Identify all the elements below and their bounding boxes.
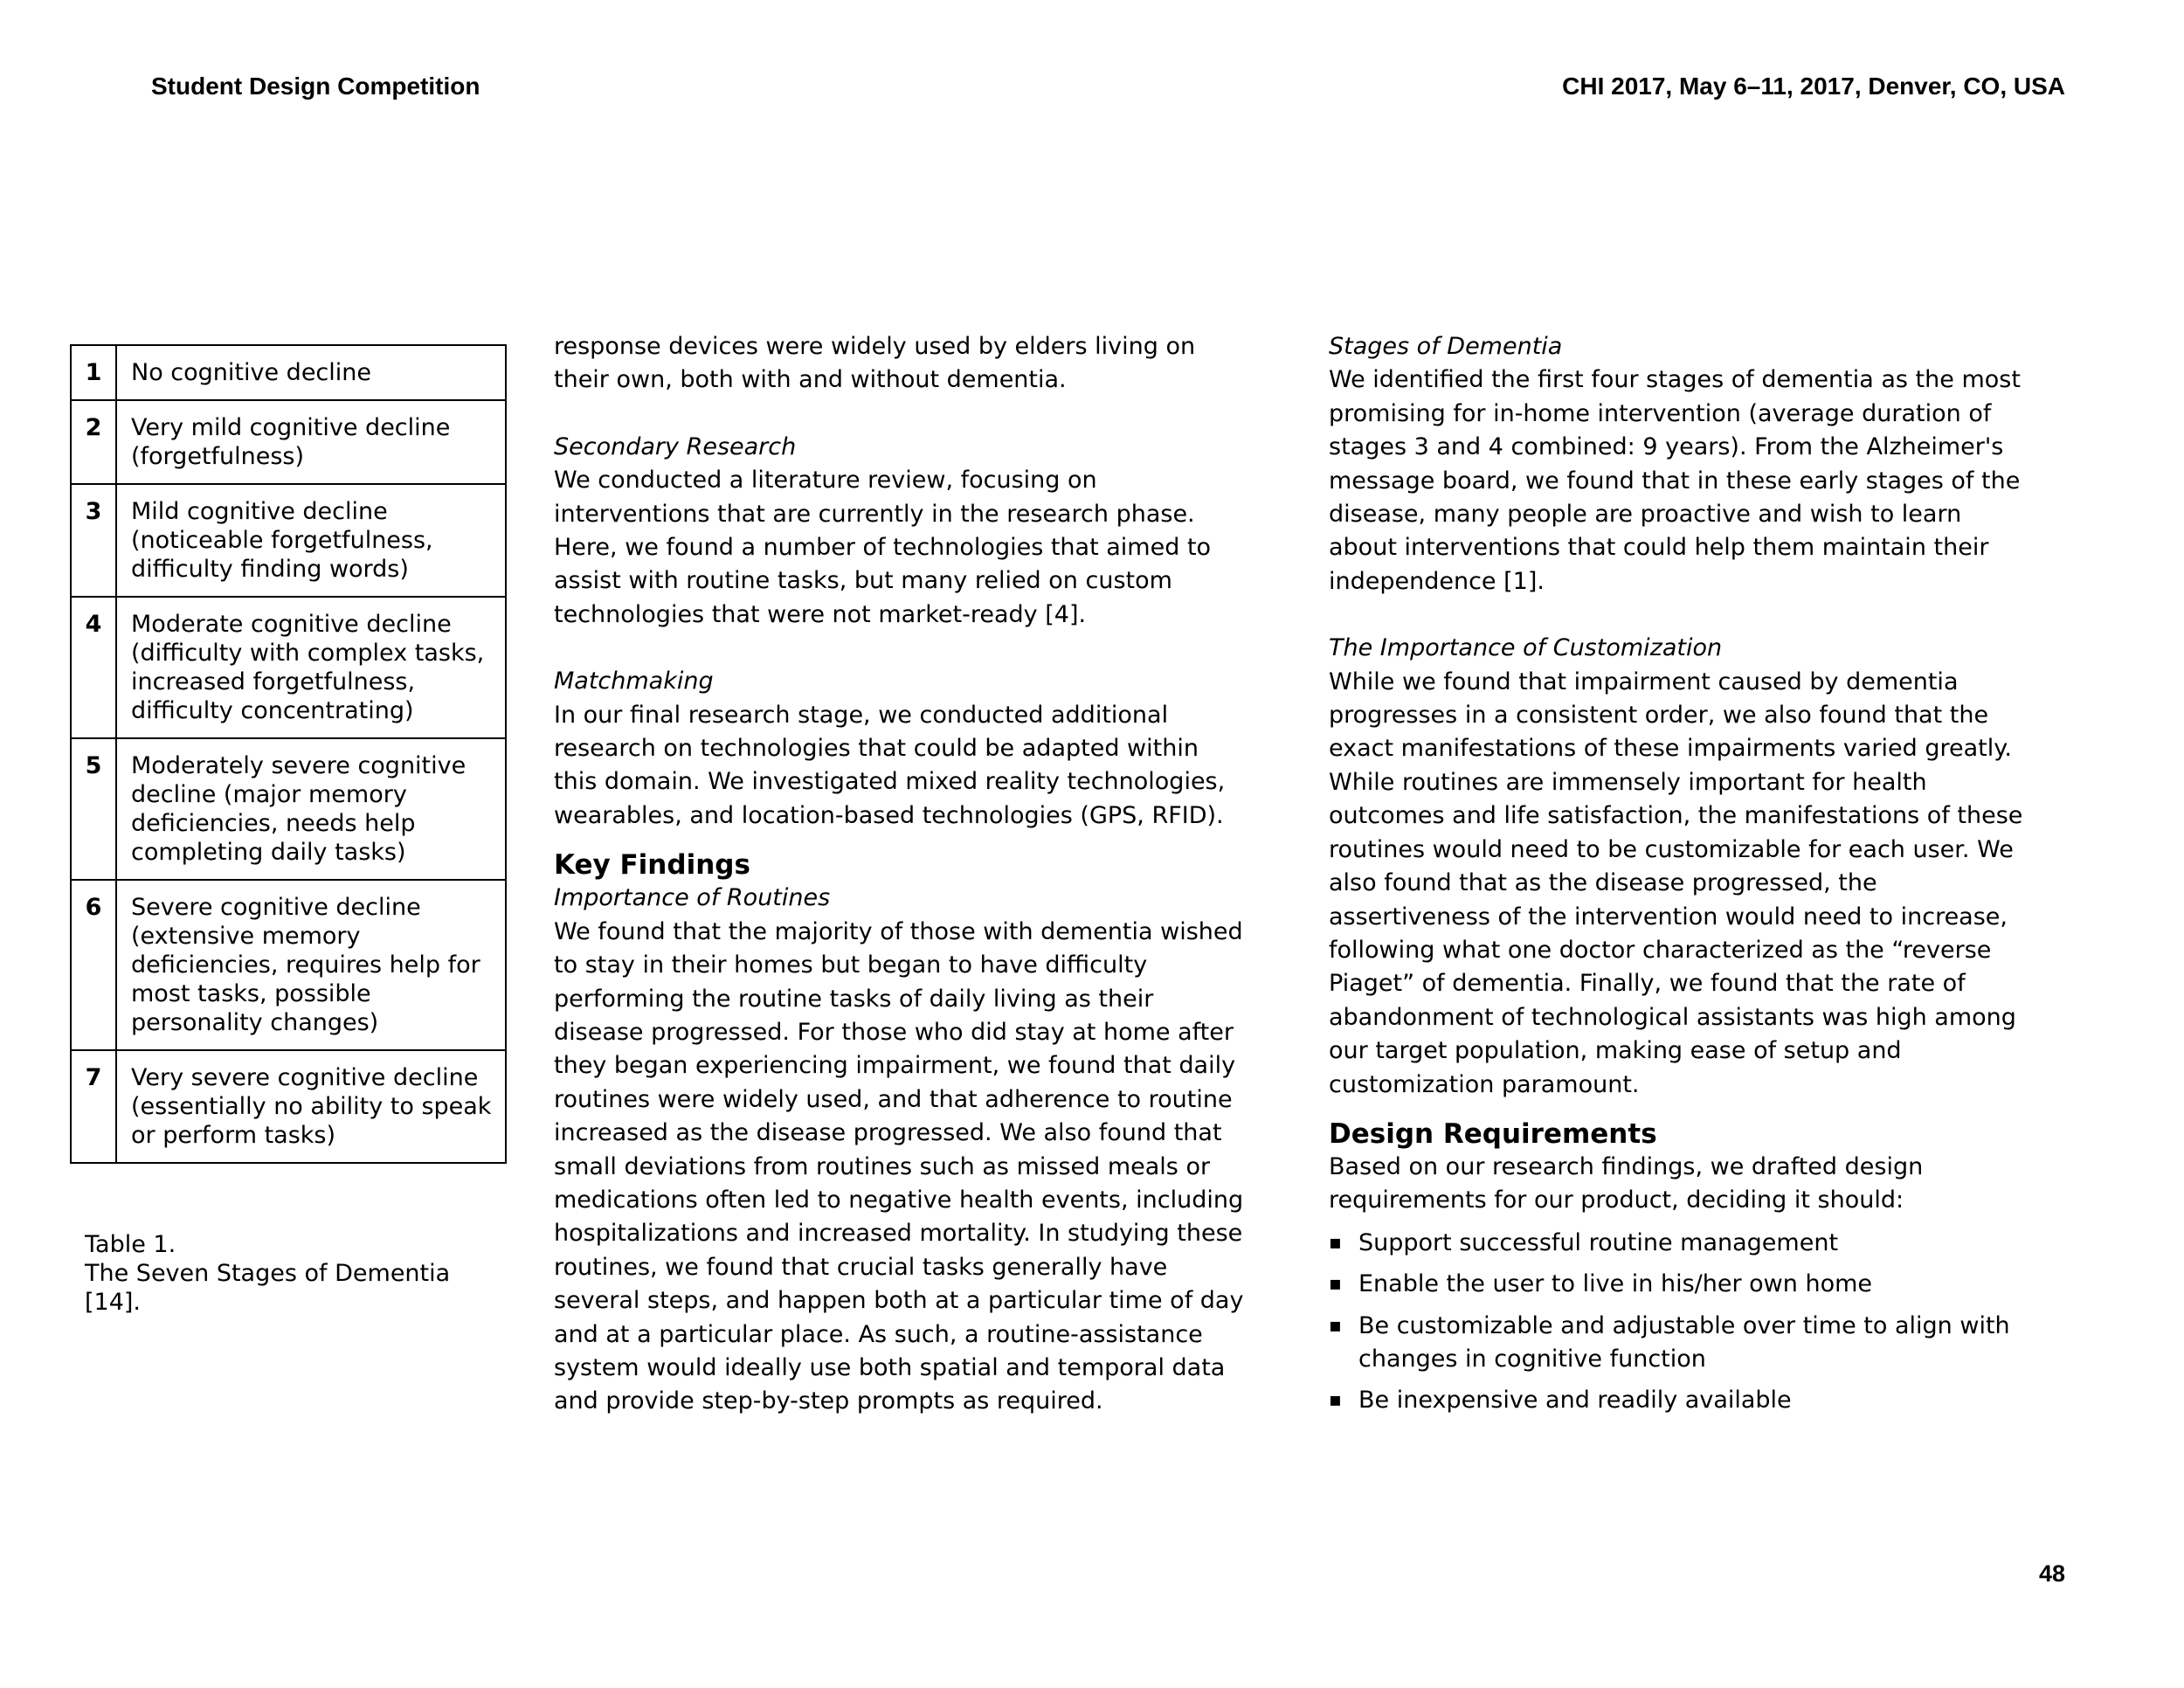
table-caption [85, 1230, 495, 1317]
requirement-text: Be customizable and adjustable over time to align with changes in cognitive function [1358, 1311, 2010, 1373]
stage-number: 6 [71, 880, 116, 1050]
stage-description: Severe cognitive decline (extensive memory deficiencies, requires help for most tasks, possible personality changes) [116, 880, 506, 1050]
table-row [71, 484, 506, 597]
requirement-text: Enable the user to live in his/her own home [1358, 1270, 1873, 1298]
table-row [71, 345, 506, 400]
middle-column [554, 330, 1244, 1419]
list-item [1329, 1227, 2028, 1260]
paragraph-intro: response devices were widely used by elders living on their own, both with and without dementia. [554, 333, 1196, 394]
running-header-left: Student Design Competition [151, 73, 480, 100]
paragraph-importance-of-routines: We found that the majority of those with dementia wished to stay in their homes but began to have difficulty performing the routine tasks of daily living as their disease progressed. For those who did stay at home after they began experiencing impairment, we found that daily routines were widely used, and that adherence to routine increased as the disease progressed. We also found that small deviations from routines such as missed meals or medications often led to negative health events, including hospitalizations and increased mortality. In studying these routines, we found that crucial tasks generally have several steps, and happen both at a particular time of day and at a particular place. As such, a routine-assistance system would ideally use both spatial and temporal data and provide step-by-step prompts as required. [554, 917, 1244, 1415]
stage-number: 5 [71, 738, 116, 880]
right-column [1329, 330, 2028, 1426]
paragraph-secondary-research: We conducted a literature review, focusing on interventions that are currently in the research phase. Here, we found a number of technologies that aimed to assist with routine tasks, but many relied on custom technologies that were not market-ready [4]. [554, 467, 1212, 628]
running-header-right: CHI 2017, May 6–11, 2017, Denver, CO, USA [1562, 73, 2065, 100]
bullet-icon: ▪ [1329, 1231, 1342, 1254]
stage-number: 1 [71, 345, 116, 400]
stage-description: No cognitive decline [116, 345, 506, 400]
subheading-secondary-research: Secondary Research [554, 432, 797, 460]
paragraph-stages-of-dementia: We identified the first four stages of dementia as the most promising for in-home intervention (average duration of stages 3 and 4 combined: 9 years). From the Alzheimer's message board, we found that in these early stages of the disease, many people are proactive and wish to learn about interventions that could help them maintain their independence [1]. [1329, 366, 2021, 595]
list-item [1329, 1310, 2028, 1377]
section-heading-design-requirements: Design Requirements [1329, 1117, 1657, 1150]
bullet-icon: ▪ [1329, 1273, 1342, 1296]
paragraph-importance-of-customization: While we found that impairment caused by dementia progresses in a consistent order, we also found that the exact manifestations of these impairments varied greatly. While routines are immensely important for health outcomes and life satisfaction, the manifestations of these routines would need to be customizable for each user. We also found that as the disease progressed, the assertiveness of the intervention would need to increase, following what one doctor characterized as the “reverse Piaget” of dementia. Finally, we found that the rate of abandonment of technological assistants was high among our target population, making ease of setup and customization paramount. [1329, 668, 2023, 1098]
subheading-stages-of-dementia: Stages of Dementia [1329, 333, 1563, 360]
subheading-matchmaking: Matchmaking [554, 668, 714, 695]
requirement-text: Be inexpensive and readily available [1358, 1387, 1792, 1415]
stage-description: Mild cognitive decline (noticeable forgetfulness, difficulty finding words) [116, 484, 506, 597]
subheading-importance-of-customization: The Importance of Customization [1329, 634, 1723, 662]
page-number: 48 [2038, 1560, 2065, 1587]
stage-description: Very mild cognitive decline (forgetfulness) [116, 400, 506, 484]
table-row [71, 738, 506, 880]
table-row [71, 597, 506, 738]
list-item [1329, 1268, 2028, 1301]
stage-description: Very severe cognitive decline (essentially no ability to speak or perform tasks) [116, 1050, 506, 1163]
list-item [1329, 1384, 2028, 1417]
paragraph-matchmaking: In our final research stage, we conducted additional research on technologies that could be adapted within this domain. We investigated mixed reality technologies, wearables, and location-based technologies (GPS, RFID). [554, 701, 1226, 829]
requirement-text: Support successful routine management [1358, 1228, 1839, 1256]
section-heading-key-findings: Key Findings [554, 849, 750, 882]
stage-description: Moderately severe cognitive decline (major memory deficiencies, needs help completing daily tasks) [116, 738, 506, 880]
table-caption-label: Table 1. [85, 1231, 176, 1258]
bullet-icon: ▪ [1329, 1314, 1342, 1337]
dementia-stages-table [70, 344, 507, 1164]
stage-number: 4 [71, 597, 116, 738]
table-caption-text: The Seven Stages of Dementia [14]. [85, 1260, 451, 1316]
requirements-list [1329, 1227, 2028, 1418]
subheading-importance-of-routines: Importance of Routines [554, 884, 831, 912]
paragraph-design-requirements: Based on our research findings, we drafted design requirements for our product, deciding it should: [1329, 1152, 1924, 1214]
table-row [71, 880, 506, 1050]
table-row [71, 400, 506, 484]
table-row [71, 1050, 506, 1163]
stage-number: 7 [71, 1050, 116, 1163]
stage-description: Moderate cognitive decline (difficulty with complex tasks, increased forgetfulness, difficulty concentrating) [116, 597, 506, 738]
stage-number: 2 [71, 400, 116, 484]
bullet-icon: ▪ [1329, 1389, 1342, 1412]
stage-number: 3 [71, 484, 116, 597]
